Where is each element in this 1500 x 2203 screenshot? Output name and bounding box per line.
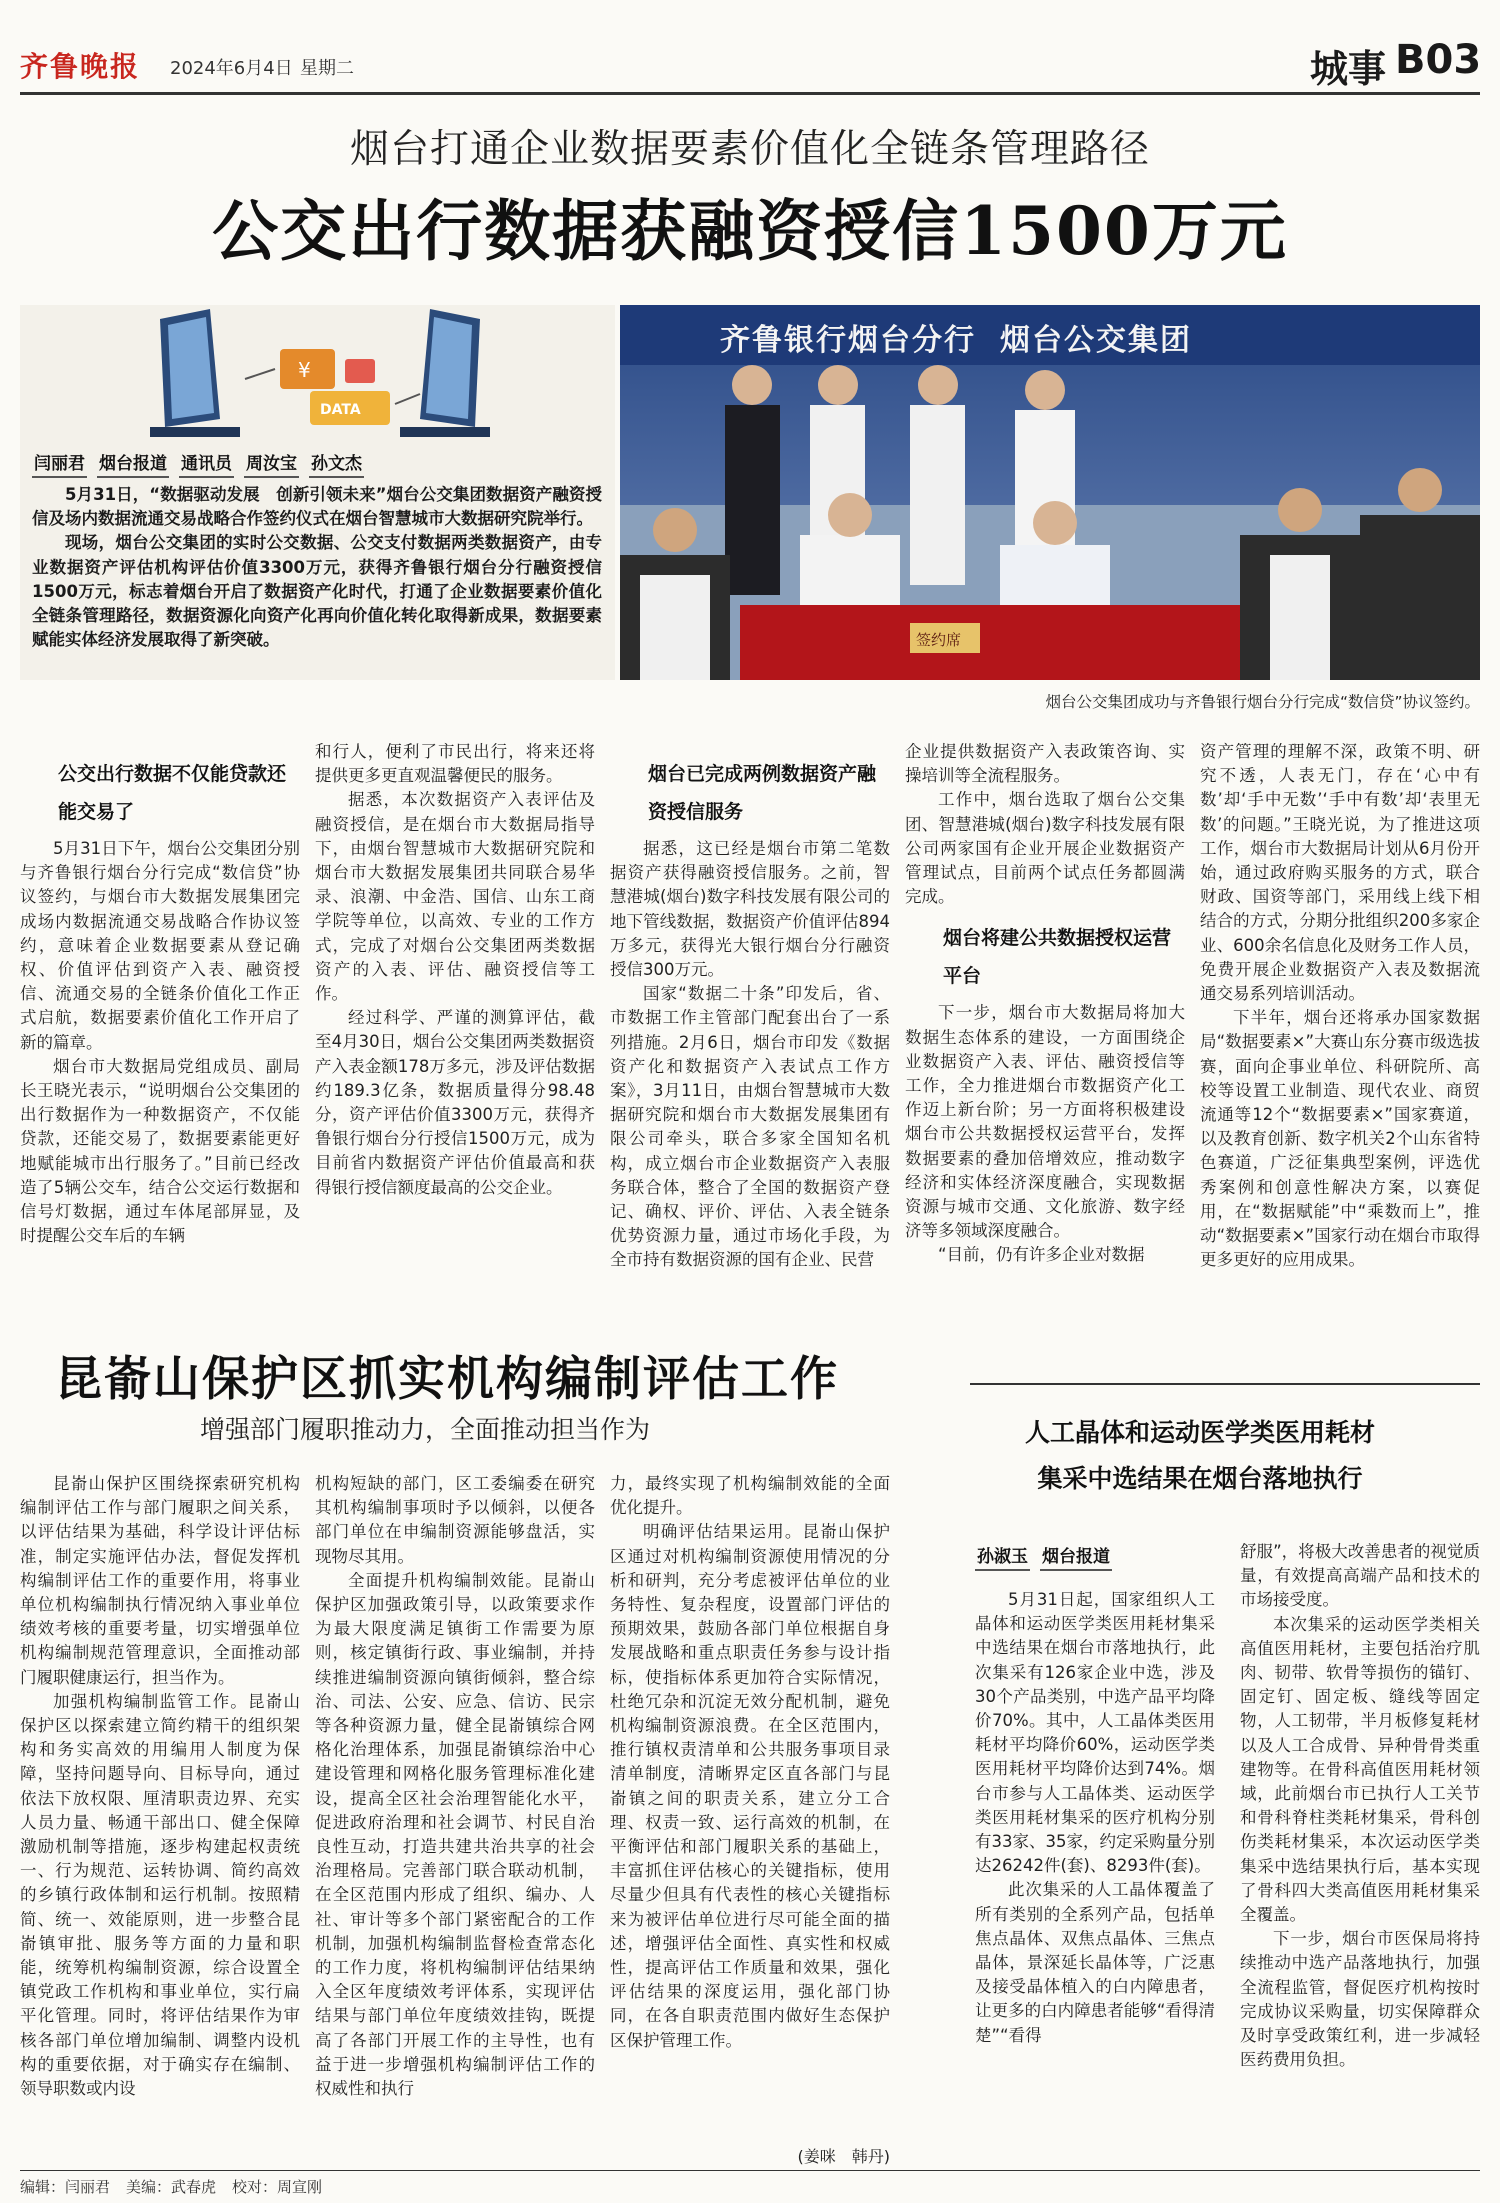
byline-reporter: 孙淑玉 xyxy=(975,1542,1030,1571)
paragraph: 和行人，便利了市民出行，将来还将提供更多更直观温馨便民的服务。 xyxy=(315,742,595,786)
paragraph: 工作中，烟台选取了烟台公交集团、智慧港城(烟台)数字科技发展有限公司两家国有企业开展企业数据资产管理试点，目前两个试点任务都圆满完成。 xyxy=(905,790,1185,907)
byline-correspondent-2: 孙文杰 xyxy=(309,449,364,478)
lead-paragraph: 现场，烟台公交集团的实时公交数据、公交支付数据两类数据资产，由专业数据资产评估机构评估价值3300万元，获得齐鲁银行烟台分行融资授信1500万元，标志着烟台开启了数据资产化时代，打通了企业数据要素价值化全链条管理路径，数据资源化向资产化再向价值化转化取得新成果，数据要素赋能实体经济发展取得了新突破。 xyxy=(32,533,602,650)
story3-headline xyxy=(920,1410,1480,1502)
story3-headline-line-1: 人工晶体和运动医学类医用耗材 xyxy=(1024,1418,1375,1447)
paragraph: 经过科学、严谨的测算评估，截至4月30日，烟台公交集团两类数据资产入表金额178万多元，涉及评估数据约189.3亿条，数据质量得分98.48分，资产评估价值3300万元，获得齐鲁银行烟台分行授信1500万元，成为目前省内数据资产评估价值最高和获得银行授信额度最高的公交企业。 xyxy=(315,1008,595,1197)
story1-subhead-1: 公交出行数据不仅能贷款还能交易了 xyxy=(58,763,287,823)
paragraph: 下半年，烟台还将承办国家数据局“数据要素×”大赛山东分赛市级选拔赛，面向企事业单位、科研院所、高校等设置工业制造、现代农业、商贸流通等12个“数据要素×”国家赛道，以及教育创新、数字机关2个山东省特色赛道，广泛征集典型案例，评选优秀案例和创意性解决方案，以赛促用，在“数据赋能”中“乘数而上”，推动“数据要素×”国家行动在烟台市取得更多更好的应用成果。 xyxy=(1200,1008,1480,1270)
story2-subheadline: 增强部门履职推动力，全面推动担当作为 xyxy=(200,1415,651,1444)
story2-column-2 xyxy=(315,1472,595,2101)
paragraph: 企业提供数据资产入表政策咨询、实操培训等全流程服务。 xyxy=(905,742,1185,786)
paragraph: 据悉，这已经是烟台市第二笔数据资产获得融资授信服务。之前，智慧港城(烟台)数字科技发展有限公司的地下管线数据，数据资产价值评估894万多元，获得光大银行烟台分行融资授信300万元。 xyxy=(610,839,890,980)
masthead: 齐鲁晚报 xyxy=(20,50,141,83)
paragraph: 资产管理的理解不深，政策不明、研究不透，人表无门，存在‘心中有数’却‘手中无数’‘手中有数’却‘表里无数’的问题。”王晓光说，为了推进这项工作，烟台市大数据局计划从6月份开始，通过政府购买服务的方式，联合财政、国资等部门，采用线上线下相结合的方式，分期分批组织200多家企业、600余名信息化及财务工作人员，免费开展企业数据资产入表及数据流通交易系列培训活动。 xyxy=(1200,742,1480,1004)
issue-weekday: 星期二 xyxy=(300,58,354,79)
paragraph: 5月31日起，国家组织人工晶体和运动医学类医用耗材集采中选结果在烟台市落地执行，此次集采有126家企业中选，涉及30个产品类别，中选产品平均降价70%。其中，人工晶体类医用耗材平均降价60%，运动医学类医用耗材平均降价达到74%。烟台市参与人工晶体类、运动医学类医用耗材集采的医疗机构分别有33家、35家，约定采购量分别达26242件(套)、8293件(套)。 xyxy=(975,1590,1215,1876)
paragraph: 舒服”，将极大改善患者的视觉质量，有效提高高端产品和技术的市场接受度。 xyxy=(1240,1542,1480,1610)
byline-correspondent-1: 周汝宝 xyxy=(244,449,299,478)
story1-col5-text xyxy=(1200,740,1480,1272)
signing-ceremony-photo xyxy=(620,305,1480,680)
byline-location: 烟台报道 xyxy=(1040,1542,1112,1571)
story1-byline xyxy=(32,449,612,478)
paragraph: 昆嵛山保护区围绕探索研究机构编制评估工作与部门履职之间关系，以评估结果为基础，科学设计评估标准，制定实施评估办法，督促发挥机构编制评估工作的重要作用，将事业单位机构编制执行情况纳入事业单位绩效考核的重要考量，切实增强单位机构编制规范管理意识，全面推动部门履职健康运行，担当作为。 xyxy=(20,1474,300,1687)
story1-subhead-3: 烟台将建公共数据授权运营平台 xyxy=(943,927,1172,988)
paragraph: 明确评估结果运用。昆嵛山保护区通过对机构编制资源使用情况的分析和研判，充分考虑被评估单位的业务特性、复杂程度，设置部门评估的预期效果，鼓励各部门单位根据自身发展战略和重点职责任务参与设计指标，使指标体系更加符合实际情况，杜绝冗杂和沉淀无效分配机制，避免机构编制资源浪费。在全区范围内，推行镇权责清单和公共服务事项目录清单制度，清晰界定区直各部门与昆嵛镇之间的职责关系，建立分工合理、权责一致、运行高效的机制，在平衡评估和部门履职关系的基础上，丰富抓住评估核心的关键指标，使用尽量少但具有代表性的核心关键指标来为被评估单位进行尽可能全面的描述，增强评估全面性、真实性和权威性，提高评估工作质量和效果，强化评估结果的深度运用，强化部门协同，在各自职责范围内做好生态保护区保护管理工作。 xyxy=(610,1522,890,2050)
data-illustration xyxy=(150,309,490,449)
story3-top-rule xyxy=(970,1383,1480,1385)
story1-col2-text xyxy=(315,740,595,1200)
signing-photo xyxy=(620,305,1480,680)
paragraph: 机构短缺的部门，区工委编委在研究其机构编制事项时予以倾斜，以便各部门单位在申编制资源能够盘活，实现物尽其用。 xyxy=(315,1474,595,1566)
paragraph: 此次集采的人工晶体覆盖了所有类别的全系列产品，包括单焦点晶体、双焦点晶体、三焦点晶体，景深延长晶体等，广泛惠及接受晶体植入的白内障患者，让更多的白内障患者能够“看得清楚”“看得 xyxy=(975,1880,1215,2045)
story1-kicker: 烟台打通企业数据要素价值化全链条管理路径 xyxy=(349,127,1150,172)
story2-credit: (姜咪 韩丹) xyxy=(797,2147,890,2166)
paragraph: 据悉，本次数据资产入表评估及融资授信，是在烟台市大数据局指导下，由烟台智慧城市大数据研究院和烟台市大数据发展集团共同联合易华录、浪潮、中金浩、国信、山东工商学院等单位，以高效、专业的工作方式，完成了对烟台公交集团两类数据资产的入表、评估、融资授信等工作。 xyxy=(315,790,595,1004)
photo-caption: 烟台公交集团成功与齐鲁银行烟台分行完成“数信贷”协议签约。 xyxy=(1045,693,1480,711)
paragraph: 力，最终实现了机构编制效能的全面优化提升。 xyxy=(610,1474,890,1518)
paragraph: 5月31日下午，烟台公交集团分别与齐鲁银行烟台分行完成“数信贷”协议签约，与烟台市大数据发展集团完成场内数据流通交易战略合作协议签约，意味着企业数据要素从登记确权、价值评估到资产入表、融资授信、流通交易的全链条价值化工作正式启航，数据要素价值化工作开启了新的篇章。 xyxy=(20,839,300,1052)
story1-col3-text xyxy=(610,837,890,1273)
paragraph: 全面提升机构编制效能。昆嵛山保护区加强政策引导，以政策要求作为最大限度满足镇街工作需要为原则，核定镇街行政、事业编制，并持续推进编制资源向镇街倾斜，整合综治、司法、公安、应急、信访、民宗等各种资源力量，健全昆嵛镇综合网格化治理体系，加强昆嵛镇综治中心建设管理和网格化服务管理标准化建设，提高全区社会治理智能化水平，促进政府治理和社会调节、村民自治良性互动，打造共建共治共享的社会治理格局。完善部门联合联动机制，在全区范围内形成了组织、编办、人社、审计等多个部门紧密配合的工作机制，加强机构编制监督检查常态化的工作力度，将机构编制评估结果纳入全区年度绩效考评体系，实现评估结果与部门单位年度绩效挂钩，既提高了各部门开展工作的主导性，也有益于进一步增强机构编制评估工作的权威性和执行 xyxy=(315,1570,595,2099)
story3-column-1 xyxy=(975,1588,1215,2048)
footer-credits xyxy=(20,2176,338,2197)
footer-editor: 编辑：闫丽君 xyxy=(20,2178,111,2196)
footer-rule xyxy=(20,2170,1480,2171)
illustration-data-label: DATA xyxy=(320,402,361,418)
paragraph: 国家“数据二十条”印发后，省、市数据工作主管部门配套出台了一系列措施。2月6日，烟台市印发《数据资产化和数据资产入表试点工作方案》，3月11日，由烟台智慧城市大数据研究院和烟台市大数据发展集团有限公司牵头，联合多家全国知名机构，成立烟台市企业数据资产入表服务联合体，整合了全国的数据资产登记、确权、评价、评估、入表全链条优势资源力量，通过市场化手段，为全市持有数据资源的国有企业、民营 xyxy=(610,984,890,1270)
laptop-data-icon xyxy=(150,309,490,449)
story2-headline: 昆嵛山保护区抓实机构编制评估工作 xyxy=(55,1352,839,1407)
footer-proofreader: 校对：周宣刚 xyxy=(232,2178,323,2196)
story3-byline xyxy=(975,1542,1122,1571)
paragraph: 下一步，烟台市大数据局将加大数据生态体系的建设，一方面围绕企业数据资产入表、评估、融资授信等工作，全力推进烟台市数据资产化工作迈上新台阶；另一方面将积极建设烟台市公共数据授权运营平台，发挥数据要素的叠加倍增效应，推动数字经济和实体经济深度融合，实现数据资源与城市交通、文化旅游、数字经济等多领域深度融合。 xyxy=(905,1003,1185,1241)
story1-headline: 公交出行数据获融资授信1500万元 xyxy=(212,192,1288,270)
paragraph: 本次集采的运动医学类相关高值医用耗材，主要包括治疗肌肉、韧带、软骨等损伤的锚钉、固定钉、固定板、缝线等固定物，人工韧带，半月板修复耗材以及人工合成骨、异种骨骨类重建物等。在骨科高值医用耗材领域，此前烟台市已执行人工关节和骨科脊柱类耗材集采，骨科创伤类耗材集采，本次运动医学类集采中选结果执行后，基本实现了骨科四大类高值医用耗材集采全覆盖。 xyxy=(1240,1614,1480,1925)
page-number: B03 xyxy=(1395,37,1482,83)
paragraph: 下一步，烟台市医保局将持续推动中选产品落地执行，加强全流程监管，督促医疗机构按时完成协议采购量，切实保障群众及时享受政策红利，进一步减轻医药费用负担。 xyxy=(1240,1929,1480,2070)
issue-date: 2024年6月4日 xyxy=(170,58,293,79)
story1-column-4 xyxy=(905,740,1185,1268)
byline-correspondent-label: 通讯员 xyxy=(179,449,234,478)
paragraph: “目前，仍有许多企业对数据 xyxy=(938,1245,1145,1265)
photo-banner-bank: 齐鲁银行烟台分行 xyxy=(720,323,976,358)
story1-subhead-2: 烟台已完成两例数据资产融资授信服务 xyxy=(648,763,877,823)
story2-column-1 xyxy=(20,1472,300,2101)
lead-paragraph: 5月31日，“数据驱动发展 创新引领未来”烟台公交集团数据资产融资授信及场内数据流通交易战略合作签约仪式在烟台智慧城市大数据研究院举行。 xyxy=(32,485,602,529)
story1-column-3 xyxy=(610,755,890,1273)
byline-location: 烟台报道 xyxy=(97,449,169,478)
story1-lead-box xyxy=(20,305,615,680)
byline-reporter: 闫丽君 xyxy=(32,449,87,478)
paragraph: 烟台市大数据局党组成员、副局长王晓光表示，“说明烟台公交集团的出行数据作为一种数据资产，不仅能贷款，还能交易了，数据要素能更好地赋能城市出行服务了。”目前已经改造了5辆公交车，结合公交运行数据和信号灯数据，通过车体尾部屏显，及时提醒公交车后的车辆 xyxy=(20,1056,300,1246)
table-sign-text: 签约席 xyxy=(916,631,962,649)
story1-column-1 xyxy=(20,755,300,1248)
paragraph: 加强机构编制监管工作。昆嵛山保护区以探索建立简约精干的组织架构和务实高效的用编用人制度为保障，坚持问题导向、目标导向，通过依法下放权限、厘清职责边界、充实人员力量、畅通干部出口、健全保障激励机制等措施，逐步构建起权责统一、行为规范、运转协调、简约高效的乡镇行政体制和运行机制。按照精简、统一、效能原则，进一步整合昆嵛镇审批、服务等方面的力量和职能，统筹机构编制资源，综合设置全镇党政工作机构和事业单位，实行扁平化管理。同时，将评估结果作为审核各部门单位增加编制、调整内设机构的重要依据，对于确实存在编制、领导职数或内设 xyxy=(20,1691,300,2099)
header-rule xyxy=(20,92,1480,95)
section-name: 城事 xyxy=(1310,47,1387,91)
story3-column-2 xyxy=(1240,1540,1480,2072)
story1-col1-text xyxy=(20,837,300,1248)
story1-column-5 xyxy=(1200,740,1480,1272)
story1-lead xyxy=(32,483,602,652)
story2-column-3 xyxy=(610,1472,890,2053)
story1-col4-text-2 xyxy=(905,1001,1185,1267)
story1-col4-text xyxy=(905,740,1185,909)
story1-column-2 xyxy=(315,740,595,1200)
photo-banner-bus: 烟台公交集团 xyxy=(1000,323,1192,358)
footer-designer: 美编：武春虎 xyxy=(126,2178,217,2196)
svg-text:¥: ¥ xyxy=(298,358,311,382)
story3-headline-line-2: 集采中选结果在烟台落地执行 xyxy=(1037,1464,1363,1493)
